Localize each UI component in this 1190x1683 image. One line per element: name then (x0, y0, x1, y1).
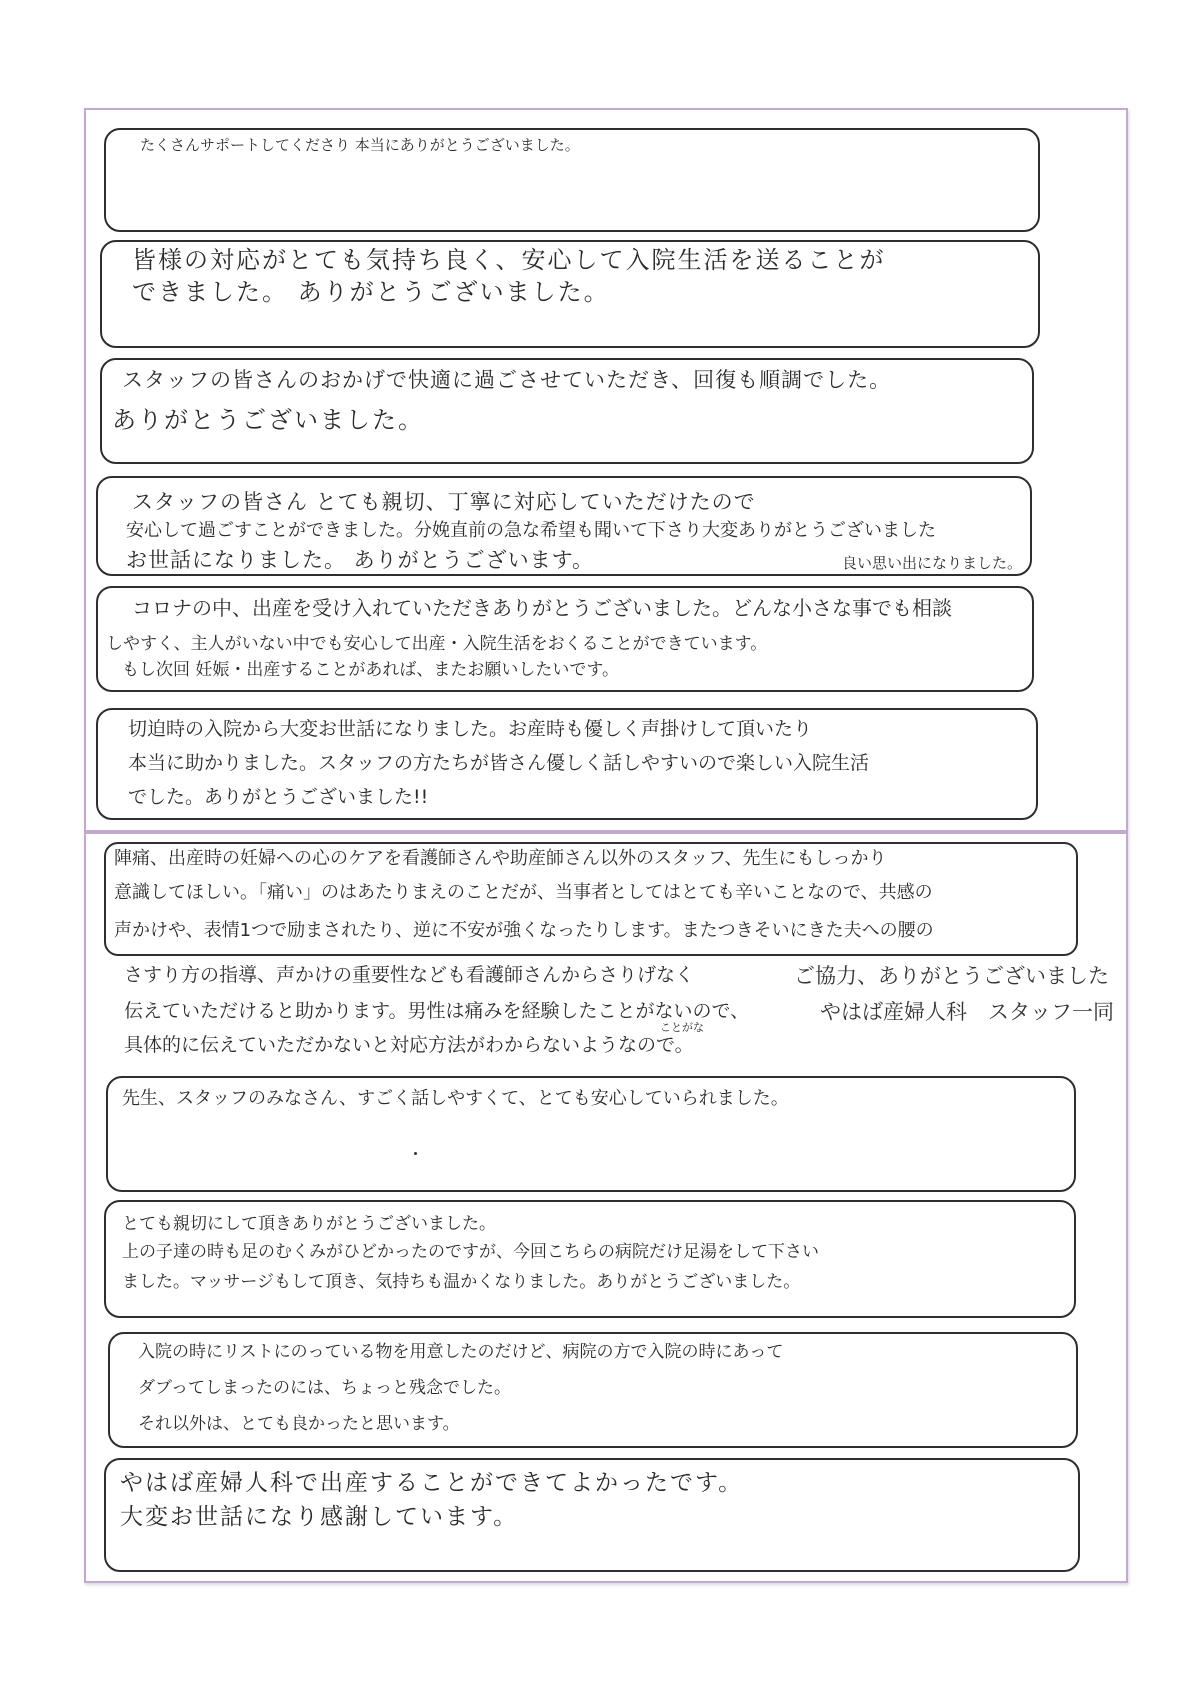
comment-line: 声かけや、表情1つで励まされたり、逆に不安が強くなったりします。またつきそいにきた夫への腰の (114, 920, 934, 941)
comment-card (108, 1332, 1078, 1448)
comment-line: ありがとうございました。 (112, 406, 424, 434)
comment-line: 本当に助かりました。スタッフの方たちが皆さん優しく話しやすいので楽しい入院生活 (128, 752, 870, 774)
comment-line: しやすく、主人がいない中でも安心して出産・入院生活をおくることができています。 (106, 634, 768, 654)
comment-line: 入院の時にリストにのっている物を用意したのだけど、病院の方で入院の時にあって (138, 1342, 784, 1362)
comment-line: やはば産婦人科で出産することができてよかったです。 (120, 1470, 744, 1496)
comment-card (104, 128, 1040, 232)
comment-line: お世話になりました。 ありがとうございます。 (126, 548, 594, 572)
comment-postscript: 良い思い出になりました。 (842, 554, 1023, 572)
comment-card (106, 1076, 1076, 1192)
staff-reply-signature: やはば産婦人科 スタッフ一同 (820, 1001, 1114, 1024)
comment-card (100, 358, 1034, 464)
comment-line: 上の子達の時も足のむくみがひどかったのですが、今回こちらの病院だけ足湯をして下さい (122, 1242, 819, 1262)
comment-line: 切迫時の入院から大変お世話になりました。お産時も優しく声掛けして頂いたり (128, 718, 813, 740)
comment-line: 伝えていただけると助かります。男性は痛みを経験したことがないので、 (124, 1000, 750, 1022)
comment-line: 皆様の対応がとても気持ち良く、安心して入院生活を送ることが (132, 246, 886, 274)
comment-card (104, 1200, 1076, 1318)
comment-line: 意識してほしい。「痛い」のはあたりまえのことだが、当事者としてはとても辛いことなので、共感の (114, 882, 933, 903)
comment-line: 具体的に伝えていただかないと対応方法がわからないようなので。 (124, 1034, 694, 1056)
comment-card (100, 240, 1040, 348)
comment-line: それ以外は、とても良かったと思います。 (138, 1414, 460, 1434)
comment-card (96, 708, 1038, 820)
comment-line: とても親切にして頂きありがとうございました。 (122, 1214, 496, 1234)
comment-line: スタッフの皆さんのおかげで快適に過ごさせていただき、回復も順調でした。 (122, 368, 892, 392)
comment-ruby: ことがな (660, 1021, 704, 1034)
comment-line: できました。 ありがとうございました。 (132, 278, 610, 306)
comment-line: でした。ありがとうございました!! (128, 786, 429, 808)
comment-line: ました。マッサージもして頂き、気持ちも温かくなりました。ありがとうございました。 (122, 1272, 801, 1292)
comment-line: スタッフの皆さん とても親切、丁寧に対応していただけたので (132, 490, 756, 514)
comment-line: ダブってしまったのには、ちょっと残念でした。 (138, 1378, 511, 1398)
comment-line: コロナの中、出産を受け入れていただきありがとうございました。どんな小さな事でも相談 (132, 596, 952, 620)
comment-card (96, 586, 1034, 692)
comment-line: さすり方の指導、声かけの重要性なども看護師さんからさりげなく (124, 964, 695, 986)
comment-line: 先生、スタッフのみなさん、すごく話しやすくて、とても安心していられました。 (122, 1088, 789, 1109)
staff-reply-text: ご協力、ありがとうございました (794, 965, 1109, 988)
stray-mark (414, 1152, 417, 1155)
comment-line: たくさんサポートしてくださり 本当にありがとうございました。 (140, 136, 580, 154)
comment-card (104, 1458, 1080, 1572)
comment-line: 安心して過ごすことができました。分娩直前の急な希望も聞いて下さり大変ありがとうございました (126, 520, 936, 541)
comment-line: もし次回 妊娠・出産することがあれば、またお願いしたいです。 (122, 660, 620, 680)
comment-line: 大変お世話になり感謝しています。 (120, 1504, 519, 1530)
comment-line: 陣痛、出産時の妊婦への心のケアを看護師さんや助産師さん以外のスタッフ、先生にもしっかり (114, 848, 887, 869)
